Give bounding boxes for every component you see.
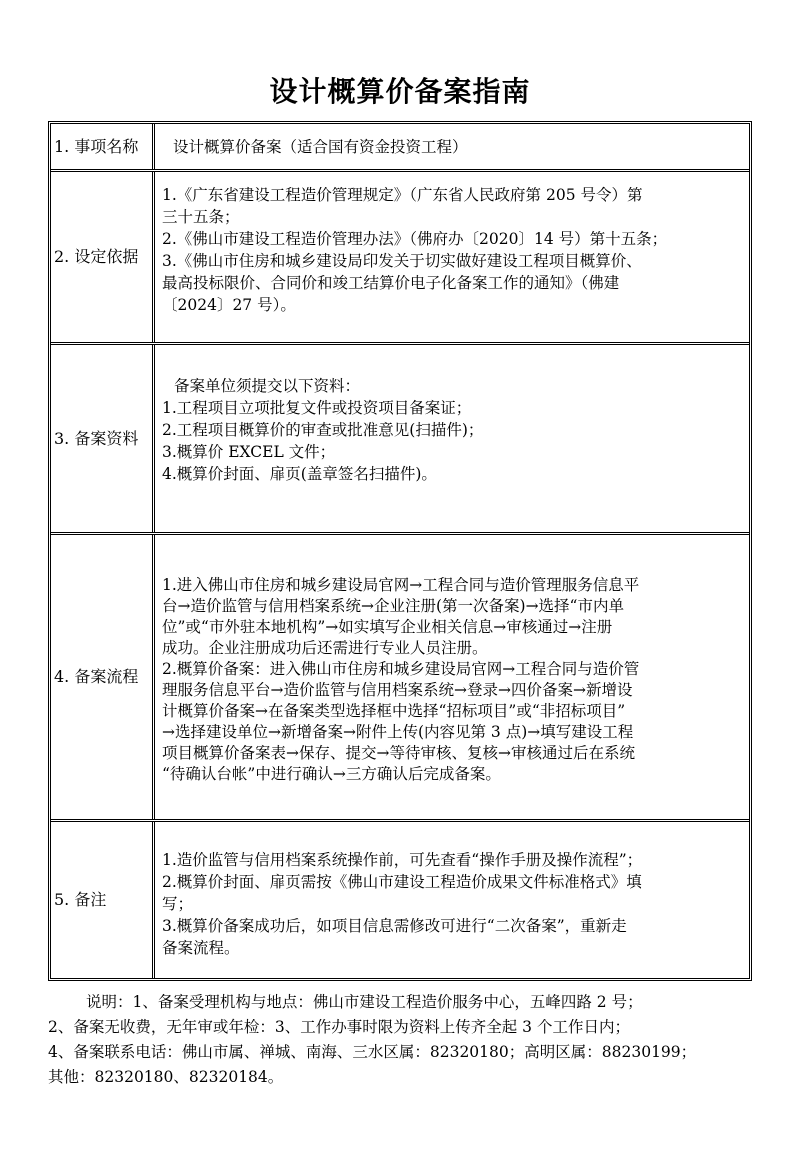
note-line: 其他：82320180、82320184。 [48,1068,284,1086]
content-line: 2.工程项目概算价的审查或批准意见(扫描件)； [162,421,484,439]
content-line: “待确认台帐”中进行确认→三方确认后完成备案。 [162,765,501,783]
content-line: 项目概算价备案表→保存、提交→等待审核、复核→审核通过后在系统 [162,744,635,762]
content-line: 2.《佛山市建设工程造价管理办法》（佛府办〔2020〕14 号）第十五条； [162,230,668,248]
table-row-item-name [51,124,749,172]
footer-notes [48,990,758,1090]
content-line: 计概算价备案→在备案类型选择框中选择“招标项目”或“非招标项目” [162,702,626,720]
row-label: 2. 设定依据 [51,172,155,342]
content-line: 位”或“市外驻本地机构”→如实填写企业相关信息→审核通过→注册 [162,618,613,636]
content-line: 2.概算价封面、扉页需按《佛山市建设工程造价成果文件标准格式》填 [162,873,642,891]
content-line: 成功。企业注册成功后还需进行专业人员注册。 [162,639,488,657]
content-line: 4.概算价封面、扉页(盖章签名扫描件)。 [162,465,437,483]
row-label: 5. 备注 [51,822,155,978]
row-label: 3. 备案资料 [51,345,155,532]
row-label: 1. 事项名称 [51,124,155,169]
content-line: 备案单位须提交以下资料： [174,377,361,395]
content-line: 1.造价监管与信用档案系统操作前，可先查看“操作手册及操作流程”； [162,851,643,869]
note-line: 2、备案无收费，无年审或年检：3、工作办事时限为资料上传齐全起 3 个工作日内； [48,1018,630,1036]
content-line: 理服务信息平台→造价监管与信用档案系统→登录→四价备案→新增设 [162,681,633,699]
table-row-materials [51,345,749,535]
table-row-process [51,535,749,822]
row-content [157,535,749,819]
note-line: 说明：1、备案受理机构与地点：佛山市建设工程造价服务中心，五峰四路 2 号； [86,993,643,1011]
content-line: 写； [162,895,194,913]
content-line: 3.《佛山市住房和城乡建设局印发关于切实做好建设工程项目概算价、 [162,252,642,270]
row-content [157,124,749,169]
row-content [157,345,749,532]
content-line: 三十五条； [162,208,240,226]
page-title: 设计概算价备案指南 [269,75,531,108]
content-line: 1.进入佛山市住房和城乡建设局官网→工程合同与造价管理服务信息平 [162,576,640,594]
guide-table [48,121,752,981]
content-line: 台→造价监管与信用档案系统→企业注册(第一次备案)→选择“市内单 [162,597,624,615]
row-content [157,172,749,342]
content-line: 2.概算价备案：进入佛山市住房和城乡建设局官网→工程合同与造价管 [162,660,640,678]
content-line: 3.概算价备案成功后，如项目信息需修改可进行“二次备案”，重新走 [162,917,627,935]
content-line: 〔2024〕27 号）。 [162,296,296,314]
content-line: 3.概算价 EXCEL 文件； [162,443,336,461]
table-row-basis [51,172,749,345]
content-line: 1.《广东省建设工程造价管理规定》（广东省人民政府第 205 号令）第 [162,186,643,204]
table-row-remarks [51,822,749,978]
row-content [157,822,749,978]
note-line: 4、备案联系电话：佛山市属、禅城、南海、三水区属：82320180；高明区属：88230199； [48,1043,697,1061]
content-line: 设计概算价备案（适合国有资金投资工程） [173,137,468,156]
content-line: 备案流程。 [162,939,240,957]
content-line: 1.工程项目立项批复文件或投资项目备案证； [162,399,472,417]
content-line: →选择建设单位→新增备案→附件上传(内容见第 3 点)→填写建设工程 [162,723,634,741]
content-line: 最高投标限价、合同价和竣工结算价电子化备案工作的通知》（佛建 [162,274,620,292]
row-label: 4. 备案流程 [51,535,155,819]
